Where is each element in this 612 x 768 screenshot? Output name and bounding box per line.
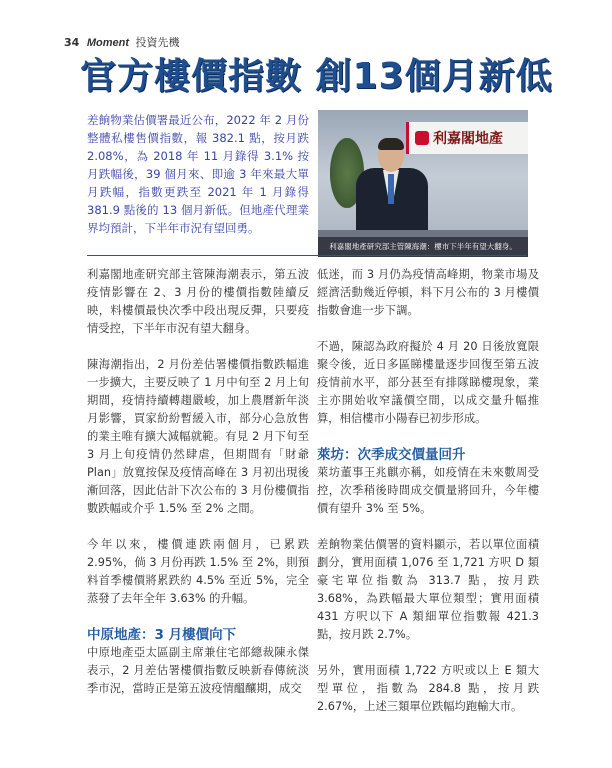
person-hair [378, 138, 404, 150]
company-logo-icon [415, 131, 429, 145]
body-paragraph: 另外，實用面積 1,722 方呎或以上 E 類大型單位，指數為 284.8 點，按月跌 2.67%，上述三類單位跌幅均跑輸大市。 [317, 664, 539, 713]
body-paragraph: 差餉物業估價署的資料顯示，若以單位面積劃分，實用面積 1,076 至 1,721 方呎 D 類豪宅單位指數為 313.7 點，按月跌 3.68%，為跌幅最大單位類型；實用面積 431 方呎以下 A 類細單位指數報 421.3 點，按月跌 2.7%。 [317, 538, 539, 641]
body-paragraph: 陳海潮指出，2 月份差估署樓價指數跌幅進一步擴大，主要反映了 1 月中旬至 2 月上旬期間，疫情持續轉趨嚴峻，加上農曆新年淡月影響，買家紛紛暫緩入市，部分心急放售的業主唯有擴大減幅就範。有見 2 月下旬至 3 月上旬疫情仍然肆虐，但期間有「財爺 Plan」放寬按保及疫情高峰在 3 月初出現後漸回落，因此估計下次公布的 3 月份樓價指數跌幅或介乎 1.5% 至 2% 之間。 [87, 358, 309, 515]
page-number: 34 [64, 36, 80, 49]
magazine-name: Moment [86, 37, 129, 49]
right-column [317, 266, 539, 716]
company-sign-text: 利嘉閣地產 [433, 131, 503, 147]
portrait-photo [318, 110, 528, 257]
subheading: 中原地產：3 月樓價向下 [87, 627, 237, 643]
photo-caption: 利嘉閣地產研究部主管陳海潮：樓市下半年有望大翻身。 [318, 237, 528, 257]
body-paragraph: 今年以來，樓價連跌兩個月，已累跌 2.95%，倘 3 月份再跌 1.5% 至 2%，則預料首季樓價將累跌約 4.5% 至近 5%，完全蒸發了去年全年 3.63% 的升幅。 [87, 538, 309, 605]
page-header [64, 34, 179, 50]
subheading: 萊坊：次季成交價量回升 [317, 447, 466, 463]
body-paragraph: 利嘉閣地產研究部主管陳海潮表示，第五波疫情影響在 2、3 月份的樓價指數陸續反映，料樓價最快次季中段出現反彈，只要疫情受控，下半年市況有望大翻身。 [87, 268, 309, 335]
left-column [87, 266, 309, 698]
lede-paragraph: 差餉物業估價署最近公布，2022 年 2 月份整體私樓售價指數，報 382.1 點，按月跌 2.08%，為 2018 年 11 月錄得 3.1% 按月跌幅後，39 個月來、即逾 3 年來最大單月跌幅，指數更跌至 2021 年 1 月錄得 381.9 點後的 13 個月新低。但地產代理業界均預計，下半年市況有望回勇。 [87, 113, 309, 235]
company-sign [406, 122, 528, 154]
body-paragraph: 低迷，而 3 月仍為疫情高峰期，物業市場及經濟活動幾近停頓，料下月公布的 3 月樓價指數會進一步下調。 [317, 268, 539, 317]
divider-rule [87, 255, 527, 256]
body-paragraph: 中原地產亞太區副主席兼住宅部總裁陳永傑表示，2 月差估署樓價指數反映新春傳統淡季市況，當時正是第五波疫情醞釀期，成交 [87, 646, 309, 695]
column-name: 投資先機 [135, 36, 180, 49]
body-paragraph: 萊坊董事王兆麒亦稱，如疫情在未來數周受控，次季稍後時間成交價量將回升，今年樓價有望升 3% 至 5%。 [317, 466, 539, 515]
body-paragraph: 不過，陳認為政府擬於 4 月 20 日後放寬限聚令後，近日多區睇樓量逐步回復至第五波疫情前水平，部分甚至有排隊睇樓現象，業主亦開始收窄議價空間，以成交量升幅推算，相信樓市小陽春已初步形成。 [317, 340, 539, 425]
headline: 官方樓價指數 創13個月新低 [80, 56, 553, 97]
person-tie [388, 174, 394, 204]
